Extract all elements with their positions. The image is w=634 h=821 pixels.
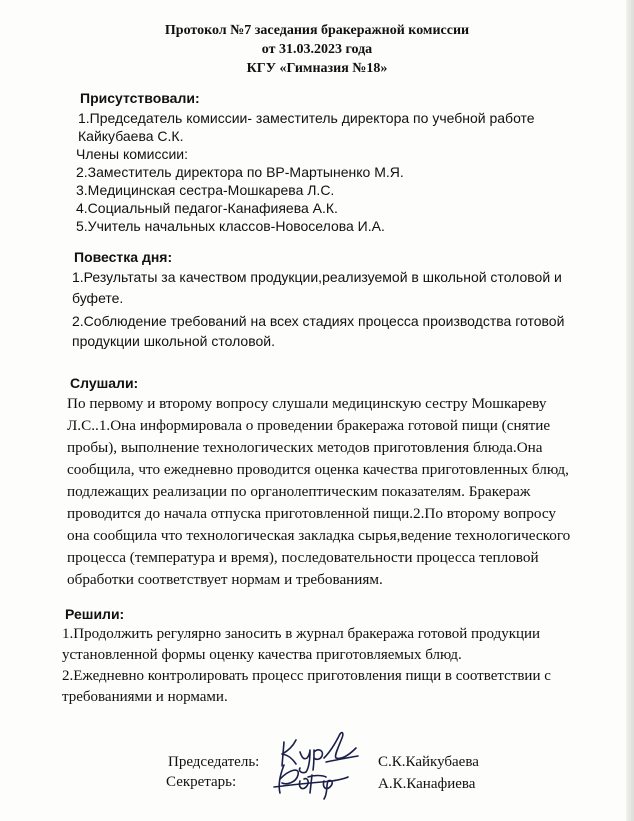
doc-title: Протокол №7 заседания бракеражной комиссии xyxy=(164,23,470,38)
decided-heading: Решили: xyxy=(65,606,125,622)
doc-date: от 31.03.2023 года xyxy=(261,42,373,57)
heard-line: обработки соответствует нормам и требованиям. xyxy=(67,571,383,588)
heard-line: пробы), выполнение технологических методов приготовления блюда.Она xyxy=(67,439,543,456)
decided-line: установленной формы оценку качества приготовляемых блюд. xyxy=(62,647,462,663)
heard-line: подлежащих реализации по органолептическим показателям. Бракераж xyxy=(67,483,531,500)
heard-line: Л.С..1.Она информировала о проведении бракеража готовой пищи (снятие xyxy=(67,417,551,434)
heard-heading: Слушали: xyxy=(70,375,139,391)
present-member-2: 2.Заместитель директора по ВР-Мартыненко М.Я. xyxy=(76,164,404,180)
heard-line: она сообщила что технологическая закладка сырья,ведение технологического xyxy=(67,527,571,544)
secretary-signature-name: А.К.Канафиева xyxy=(378,776,476,792)
present-heading: Присутствовали: xyxy=(80,90,200,106)
scan-edge-shadow xyxy=(626,0,634,821)
present-chair-name: Кайкубаева С.К. xyxy=(78,128,184,144)
secretary-signature-label: Секретарь: xyxy=(166,774,237,790)
chair-signature-name: С.К.Кайкубаева xyxy=(378,754,479,770)
decided-line: 1.Продолжить регулярно заносить в журнал бракеража готовой продукции xyxy=(62,626,541,642)
present-members-label: Члены комиссии: xyxy=(76,146,189,162)
agenda-heading: Повестка дня: xyxy=(74,249,173,265)
agenda-line: продукции школьной столовой. xyxy=(72,333,275,349)
heard-line: процесса (температура и время), последовательности процесса тепловой xyxy=(67,549,539,566)
decided-line: 2.Ежедневно контролировать процесс приготовления пищи в соответствии с xyxy=(62,668,551,684)
decided-line: требованиями и нормами. xyxy=(62,689,228,705)
chair-signature-label: Председатель: xyxy=(168,754,260,770)
present-chair-line: 1.Председатель комиссии- заместитель директора по учебной работе xyxy=(78,110,535,126)
agenda-line: буфете. xyxy=(72,290,124,306)
present-member-4: 4.Социальный педагог-Канафияева А.К. xyxy=(76,200,338,216)
agenda-line: 1.Результаты за качеством продукции,реализуемой в школьной столовой и xyxy=(72,269,562,285)
secretary-handwritten-signature xyxy=(270,757,350,801)
heard-line: сообщила, что ежедневно проводится оценка качества приготовленных блюд, xyxy=(67,461,569,478)
present-member-3: 3.Медицинская сестра-Мошкарева Л.С. xyxy=(76,182,335,198)
doc-organization: КГУ «Гимназия №18» xyxy=(246,61,388,76)
heard-line: проводится до начала отпуска приготовленной пищи.2.По второму вопросу xyxy=(67,505,556,522)
present-member-5: 5.Учитель начальных классов-Новоселова И.А. xyxy=(76,218,385,234)
heard-line: По первому и второму вопросу слушали медицинскую сестру Мошкареву xyxy=(67,395,547,412)
agenda-line: 2.Соблюдение требований на всех стадиях процесса производства готовой xyxy=(72,313,565,329)
